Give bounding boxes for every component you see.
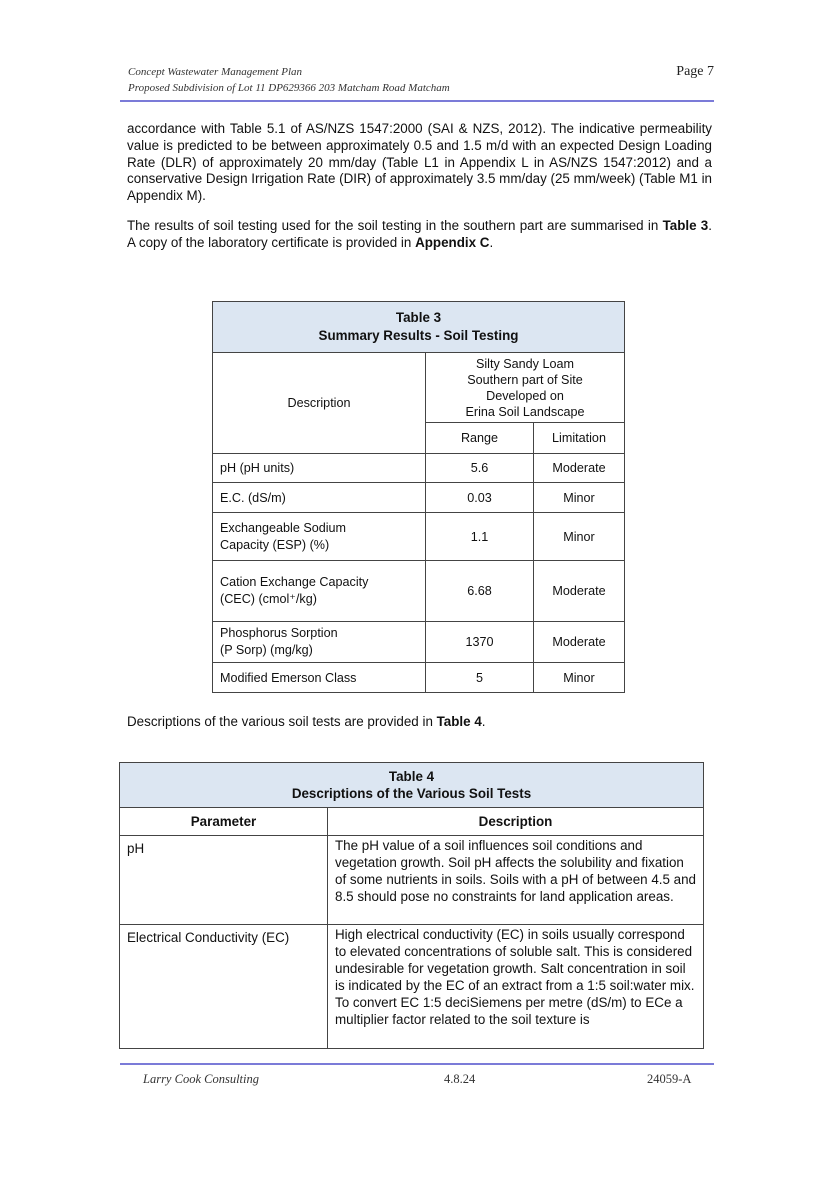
- row-limitation: Minor: [534, 483, 625, 513]
- soil-line-4: Erina Soil Landscape: [465, 404, 585, 419]
- row-description: pH (pH units): [213, 454, 426, 483]
- row-description-line-1: Exchangeable Sodium: [220, 520, 347, 535]
- table-row: [213, 561, 625, 622]
- row-parameter: Electrical Conductivity (EC): [120, 925, 328, 1049]
- row-description-line-1: Phosphorus Sorption: [220, 626, 338, 640]
- soil-line-2: Southern part of Site: [467, 372, 583, 387]
- row-description-line-2: (P Sorp) (mg/kg): [220, 643, 313, 657]
- row-description: High electrical conductivity (EC) in soils usually correspond to elevated concentrations of soluble salt. This is considered undesirable for vegetation growth. Salt concentration in soil is indicated by the EC of an extract from a 1:5 soil:water mix. To convert EC 1:5 deciSiemens per metre (dS/m) to ECe a multiplier factor related to the soil texture is: [328, 925, 704, 1049]
- row-description-line-1: Cation Exchange Capacity: [220, 575, 369, 589]
- table-4-soil-test-descriptions: [119, 762, 704, 1049]
- footer-date: 4.8.24: [444, 1072, 476, 1086]
- row-range: 0.03: [426, 483, 534, 513]
- header-document-subtitle: Proposed Subdivision of Lot 11 DP629366 203 Matcham Road Matcham: [128, 82, 450, 94]
- table3-subtitle: Summary Results - Soil Testing: [318, 328, 519, 343]
- footer-company: Larry Cook Consulting: [143, 1072, 259, 1086]
- row-description: [213, 513, 426, 561]
- row-limitation: Minor: [534, 663, 625, 693]
- row-range: 5.6: [426, 454, 534, 483]
- table4-parameter-header: Parameter: [120, 808, 328, 836]
- table4-caption: [120, 763, 704, 808]
- header-rule: [120, 100, 714, 102]
- p3-text-a: Descriptions of the various soil tests are provided in: [127, 714, 437, 729]
- row-description: E.C. (dS/m): [213, 483, 426, 513]
- paragraph-test-descriptions: [127, 714, 712, 731]
- p2-text-c: . A copy of the laboratory certificate is provided in: [127, 218, 712, 250]
- row-limitation: Minor: [534, 513, 625, 561]
- table-3-soil-testing: [212, 301, 625, 693]
- p2-ref-table3: Table 3: [662, 218, 709, 233]
- row-description: The pH value of a soil influences soil conditions and vegetation growth. Soil pH affects the solubility and fixation of some nutrients in soils. Soils with a pH of between 4.5 and 8.5 should pose no constraints for land application areas.: [328, 836, 704, 925]
- row-range: 1.1: [426, 513, 534, 561]
- table-row: [213, 513, 625, 561]
- table3-title: Table 3: [395, 310, 442, 325]
- row-range: 6.68: [426, 561, 534, 622]
- table4-title: Table 4: [388, 769, 435, 784]
- table4-description-header: Description: [328, 808, 704, 836]
- table-row: [213, 454, 625, 483]
- table3-limitation-header: Limitation: [534, 423, 625, 454]
- row-limitation: Moderate: [534, 454, 625, 483]
- row-description: [213, 561, 426, 622]
- row-limitation: Moderate: [534, 561, 625, 622]
- table4-subtitle: Descriptions of the Various Soil Tests: [291, 786, 532, 801]
- row-description-line-2: Capacity (ESP) (%): [220, 537, 330, 552]
- table3-soil-header: [426, 353, 625, 423]
- soil-line-1: Silty Sandy Loam: [475, 356, 574, 371]
- row-description-line-2: (CEC) (cmol⁺/kg): [220, 592, 317, 606]
- p3-text-c: .: [481, 714, 486, 729]
- table3-range-header: Range: [426, 423, 534, 454]
- page-header: [128, 64, 714, 96]
- paragraph-soil-results: [127, 218, 712, 252]
- p2-text-e: .: [489, 234, 494, 250]
- row-description: Modified Emerson Class: [213, 663, 426, 693]
- row-range: 5: [426, 663, 534, 693]
- footer-rule: [120, 1063, 714, 1065]
- header-document-title: Concept Wastewater Management Plan: [128, 66, 303, 78]
- table3-description-header: Description: [213, 353, 426, 454]
- p3-ref-table4: Table 4: [436, 714, 482, 729]
- row-parameter: pH: [120, 836, 328, 925]
- table-row: [213, 622, 625, 663]
- table-row: [120, 925, 704, 1049]
- row-limitation: Moderate: [534, 622, 625, 663]
- page-number: Page 7: [676, 64, 714, 79]
- footer-reference: 24059-A: [647, 1072, 692, 1086]
- p2-text-a: The results of soil testing used for the soil testing in the southern part are summarised in: [127, 218, 663, 233]
- row-description: [213, 622, 426, 663]
- paragraph-permeability: accordance with Table 5.1 of AS/NZS 1547:2000 (SAI & NZS, 2012). The indicative permeability value is predicted to be between approximately 0.5 and 1.5 m/d with an expected Design Loading Rate (DLR) of approximately 20 mm/day (Table L1 in Appendix L in AS/NZS 1547:2012) and a conservative Design Irrigation Rate (DIR) of approximately 3.5 mm/day (25 mm/week) (Table M1 in Appendix M).: [127, 121, 712, 204]
- table-row: [213, 663, 625, 693]
- table-row: [120, 836, 704, 925]
- row-range: 1370: [426, 622, 534, 663]
- table3-caption: [213, 302, 625, 353]
- soil-line-3: Developed on: [486, 388, 564, 403]
- p2-ref-appendix: Appendix C: [415, 234, 490, 250]
- table-row: [213, 483, 625, 513]
